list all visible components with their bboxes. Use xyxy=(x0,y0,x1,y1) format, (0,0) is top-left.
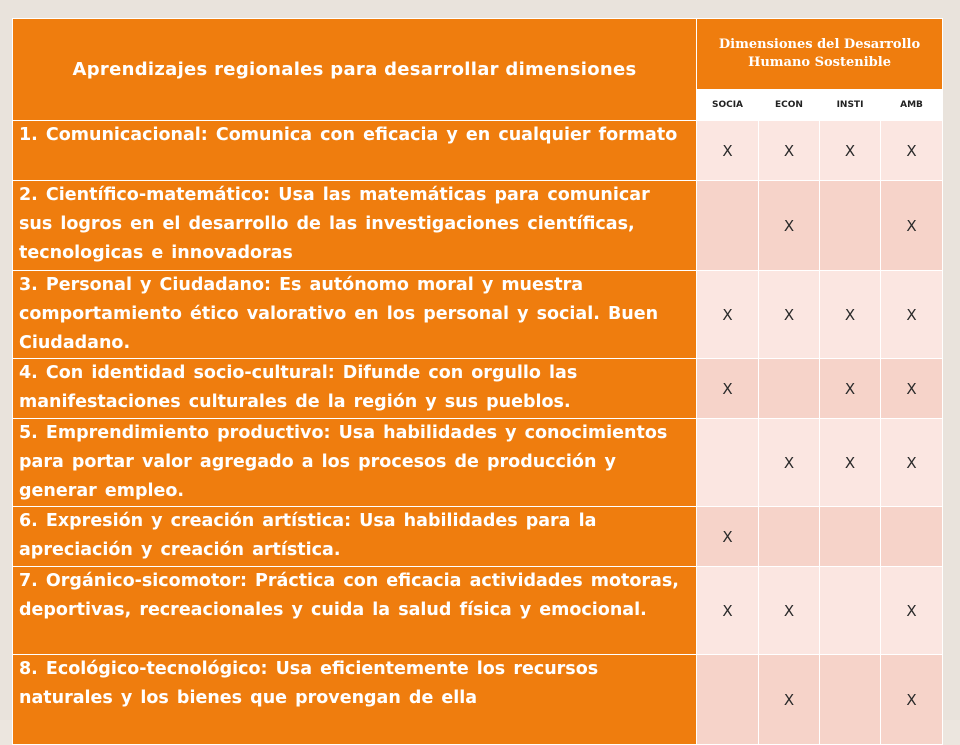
mark-socia xyxy=(697,181,759,271)
mark-amb: X xyxy=(881,181,943,271)
column-header-socia: SOCIA xyxy=(697,90,759,121)
mark-insti: X xyxy=(820,419,881,507)
row-description: 8. Ecológico-tecnológico: Usa eficientemente los recursos naturales y los bienes que provengan de ella xyxy=(13,655,697,745)
mark-socia: X xyxy=(697,567,759,655)
mark-amb: X xyxy=(881,655,943,745)
mark-econ: X xyxy=(759,181,820,271)
row-description: 1. Comunicacional: Comunica con eficacia y en cualquier formato xyxy=(13,121,697,181)
row-description: 4. Con identidad socio-cultural: Difunde con orgullo las manifestaciones culturales de la región y sus pueblos. xyxy=(13,359,697,419)
mark-econ xyxy=(759,359,820,419)
row-description: 6. Expresión y creación artística: Usa habilidades para la apreciación y creación artística. xyxy=(13,507,697,567)
header-row xyxy=(13,19,943,90)
column-header-insti: INSTI xyxy=(820,90,881,121)
table-row xyxy=(13,567,943,655)
mark-insti xyxy=(820,655,881,745)
table-row xyxy=(13,507,943,567)
mark-amb: X xyxy=(881,567,943,655)
learning-dimensions-table xyxy=(12,18,943,745)
mark-econ: X xyxy=(759,271,820,359)
mark-socia: X xyxy=(697,507,759,567)
mark-econ xyxy=(759,507,820,567)
mark-amb: X xyxy=(881,121,943,181)
mark-econ: X xyxy=(759,567,820,655)
mark-insti: X xyxy=(820,271,881,359)
row-description: 2. Científico-matemático: Usa las matemáticas para comunicar sus logros en el desarrollo de las investigaciones científicas, tecnologicas e innovadoras xyxy=(13,181,697,271)
column-header-econ: ECON xyxy=(759,90,820,121)
mark-socia xyxy=(697,655,759,745)
table-row xyxy=(13,271,943,359)
mark-amb: X xyxy=(881,271,943,359)
column-header-amb: AMB xyxy=(881,90,943,121)
row-description: 5. Emprendimiento productivo: Usa habilidades y conocimientos para portar valor agregado a los procesos de producción y generar empleo. xyxy=(13,419,697,507)
mark-econ: X xyxy=(759,419,820,507)
mark-insti: X xyxy=(820,121,881,181)
mark-socia: X xyxy=(697,359,759,419)
mark-insti: X xyxy=(820,359,881,419)
mark-amb xyxy=(881,507,943,567)
mark-amb: X xyxy=(881,419,943,507)
table-row xyxy=(13,655,943,745)
table-row xyxy=(13,359,943,419)
mark-insti xyxy=(820,507,881,567)
dimensions-title: Dimensiones del Desarrollo Humano Sostenible xyxy=(697,19,943,90)
table-row xyxy=(13,121,943,181)
mark-insti xyxy=(820,567,881,655)
row-description: 7. Orgánico-sicomotor: Práctica con eficacia actividades motoras, deportivas, recreacionales y cuida la salud física y emocional. xyxy=(13,567,697,655)
mark-econ: X xyxy=(759,655,820,745)
mark-socia: X xyxy=(697,121,759,181)
mark-econ: X xyxy=(759,121,820,181)
table-row xyxy=(13,419,943,507)
row-description: 3. Personal y Ciudadano: Es autónomo moral y muestra comportamiento ético valorativo en los personal y social. Buen Ciudadano. xyxy=(13,271,697,359)
mark-amb: X xyxy=(881,359,943,419)
table-row xyxy=(13,181,943,271)
mark-socia xyxy=(697,419,759,507)
mark-socia: X xyxy=(697,271,759,359)
table-title: Aprendizajes regionales para desarrollar dimensiones xyxy=(13,19,697,121)
mark-insti xyxy=(820,181,881,271)
